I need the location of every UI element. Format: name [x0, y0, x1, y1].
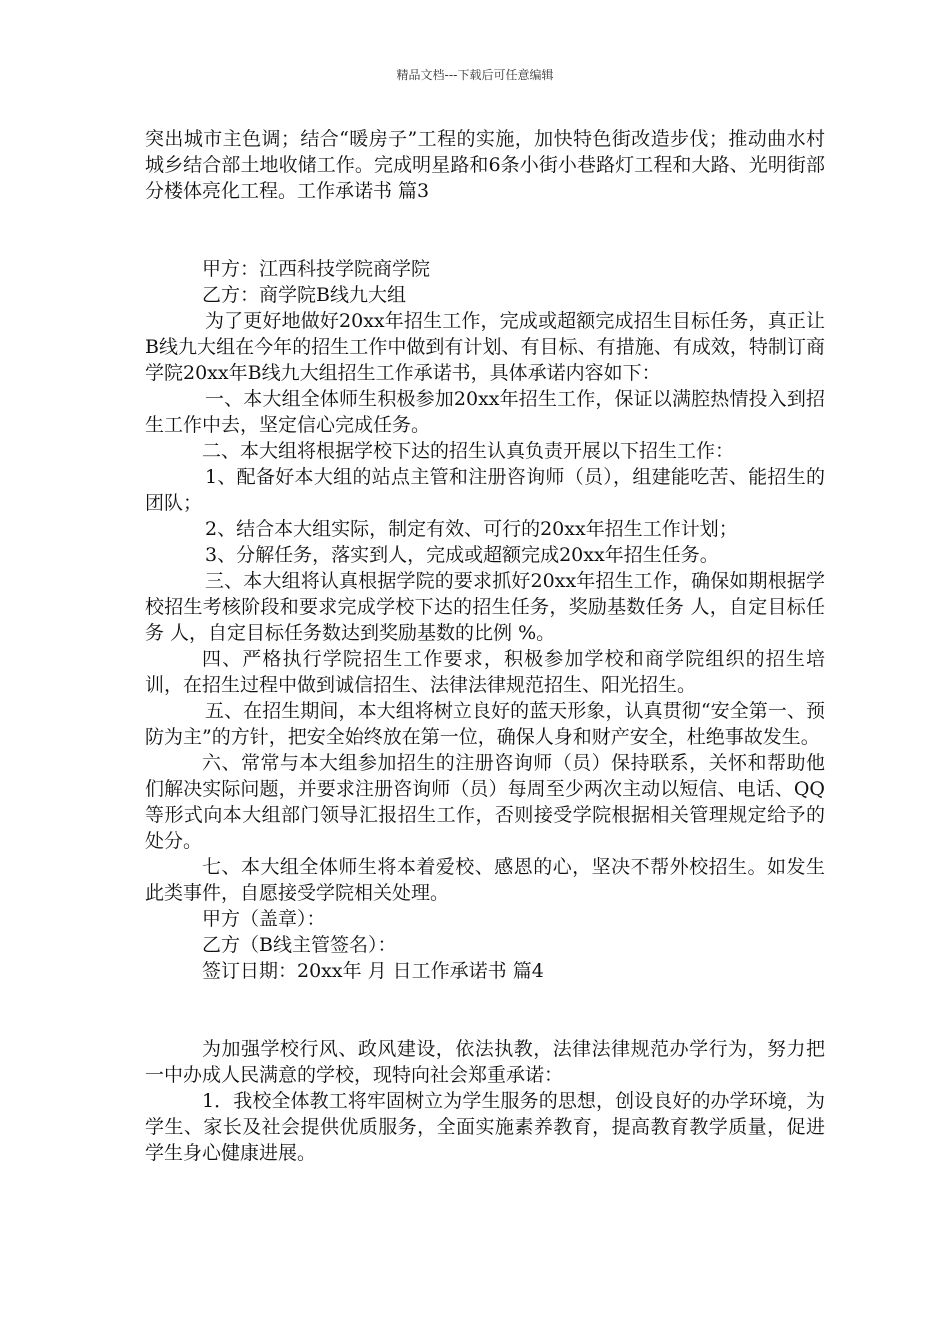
blank-gap: [145, 204, 825, 256]
party-a-line: 甲方：江西科技学院商学院: [202, 258, 431, 280]
clause-1: 一、本大组全体师生积极参加20xx年招生工作，保证以满腔热情投入到招生工作中去，坚定信心完成任务。: [145, 388, 825, 436]
sign-date-line: 签订日期：20xx年 月 日工作承诺书 篇4: [202, 960, 544, 982]
clause-2-item-2: 2、结合本大组实际，制定有效、可行的20xx年招生工作计划；: [205, 518, 738, 540]
paragraph-intro: 为了更好地做好20xx年招生工作，完成或超额完成招生目标任务，真正让B线九大组在今年的招生工作中做到有计划、有目标、有措施、有成效，特制订商学院20xx年B线九大组招生工作承诺书，具体承诺内容如下：: [145, 310, 825, 384]
document-body: [145, 126, 825, 1166]
paragraph-1: 突出城市主色调；结合“暖房子”工程的实施，加快特色街改造步伐；推动曲水村城乡结合部土地收储工作。完成明星路和6条小街小巷路灯工程和大路、光明街部分楼体亮化工程。工作承诺书 篇3: [145, 128, 825, 202]
party-b-signature-line: 乙方（B线主管签名）：: [202, 934, 397, 956]
party-a-seal-line: 甲方（盖章）：: [202, 908, 326, 930]
blank-gap: [145, 984, 825, 1036]
clause-7: 七、本大组全体师生将本着爱校、感恩的心，坚决不帮外校招生。如发生此类事件，自愿接受学院相关处理。: [145, 856, 825, 904]
commitment-item-1: 1．我校全体教工将牢固树立为学生服务的思想，创设良好的办学环境，为学生、家长及社会提供优质服务，全面实施素养教育，提高教育教学质量，促进学生身心健康进展。: [145, 1090, 825, 1164]
clause-2-item-1: 1、配备好本大组的站点主管和注册咨询师（员），组建能吃苦、能招生的团队；: [145, 466, 825, 514]
clause-4: 四、严格执行学院招生工作要求，积极参加学校和商学院组织的招生培训，在招生过程中做到诚信招生、法律法律规范招生、阳光招生。: [145, 648, 825, 696]
clause-6: 六、常常与本大组参加招生的注册咨询师（员）保持联系，关怀和帮助他们解决实际问题，并要求注册咨询师（员）每周至少两次主动以短信、电话、QQ等形式向本大组部门领导汇报招生工作，否则接受学院根据相关管理规定给予的处分。: [145, 752, 825, 852]
clause-5: 五、在招生期间，本大组将树立良好的蓝天形象，认真贯彻“安全第一、预防为主”的方针，把安全始终放在第一位，确保人身和财产安全，杜绝事故发生。: [145, 700, 825, 748]
clause-3: 三、本大组将认真根据学院的要求抓好20xx年招生工作，确保如期根据学校招生考核阶段和要求完成学校下达的招生任务，奖励基数任务 人，自定目标任务 人，自定目标任务数达到奖励基数的比例 %。: [145, 570, 825, 644]
paragraph-commitment-intro: 为加强学校行风、政风建设，依法执教，法律法律规范办学行为，努力把一中办成人民满意的学校，现特向社会郑重承诺：: [145, 1038, 825, 1086]
clause-2: 二、本大组将根据学校下达的招生认真负责开展以下招生工作：: [202, 440, 735, 462]
clause-2-item-3: 3、分解任务，落实到人，完成或超额完成20xx年招生任务。: [205, 544, 719, 566]
party-b-line: 乙方：商学院B线九大组: [202, 284, 406, 306]
page-header: 精品文档---下载后可任意编辑: [396, 68, 554, 82]
